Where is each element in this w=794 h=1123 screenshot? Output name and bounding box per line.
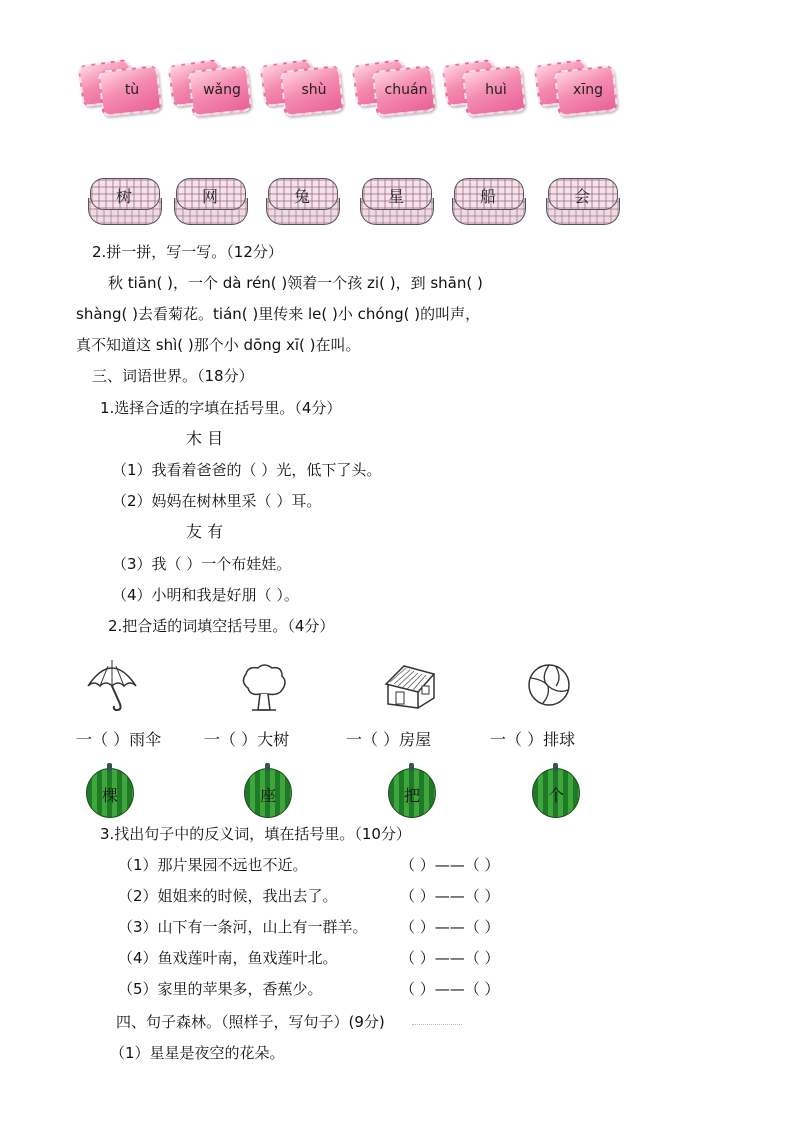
blank-volleyball: 一（ ）排球 — [490, 730, 576, 749]
s3-q1-heading: 1.选择合适的字填在括号里。（4分） — [100, 399, 342, 417]
s4-item-1: （1）星星是夜空的花朵。 — [110, 1044, 285, 1062]
s3-q2-heading: 2.把合适的词填空括号里。（4分） — [108, 617, 335, 635]
char-card: 树 — [88, 176, 162, 228]
blank-tree: 一（ ）大树 — [204, 730, 290, 749]
q3-answer-2: （ ）——（ ） — [400, 887, 500, 905]
s3-q1-options-a: 木 目 — [186, 429, 224, 448]
pinyin-card: tù — [80, 62, 160, 118]
q3-answer-4: （ ）——（ ） — [400, 949, 500, 967]
q2-line-1: 秋 tiān( )，一个 dà rén( )领着一个孩 zi( )，到 shān( ) — [108, 274, 483, 292]
section-4-heading: 四、句子森林。（照样子，写句子）(9分) — [116, 1013, 385, 1031]
house-icon — [382, 662, 440, 712]
pinyin-card: shù — [262, 62, 342, 118]
q2-heading: 2.拼一拼，写一写。（12分） — [92, 243, 283, 261]
watermelon-icon: 个 — [532, 768, 580, 818]
pinyin-card: chuán — [354, 62, 434, 118]
q3-sentence-1: （1）那片果园不远也不近。 — [118, 856, 308, 874]
char-card: 星 — [360, 176, 434, 228]
umbrella-icon — [84, 656, 140, 714]
char-card: 船 — [452, 176, 526, 228]
q2-line-2: shàng( )去看菊花。tián( )里传来 le( )小 chóng( )的叫声， — [76, 305, 481, 323]
section-3-heading: 三、词语世界。（18分） — [92, 367, 254, 385]
char-card: 网 — [174, 176, 248, 228]
s3-q3-heading: 3.找出句子中的反义词，填在括号里。（10分） — [100, 825, 411, 843]
pinyin-card: xīng — [536, 62, 616, 118]
blank-umbrella: 一（ ）雨伞 — [76, 730, 162, 749]
divider — [412, 1024, 462, 1025]
q3-answer-3: （ ）——（ ） — [400, 918, 500, 936]
s3-q1-item-3: （3）我（ ）一个布娃娃。 — [112, 555, 292, 573]
q3-answer-5: （ ）——（ ） — [400, 980, 500, 998]
s3-q1-item-1: （1）我看着爸爸的（ ）光，低下了头。 — [112, 461, 382, 479]
q2-line-3: 真不知道这 shì( )那个小 dōng xī( )在叫。 — [76, 336, 361, 354]
q3-answer-1: （ ）——（ ） — [400, 856, 500, 874]
watermelon-icon: 把 — [388, 768, 436, 818]
q3-sentence-5: （5）家里的苹果多，香蕉少。 — [118, 980, 323, 998]
char-card: 会 — [546, 176, 620, 228]
q3-sentence-3: （3）山下有一条河，山上有一群羊。 — [118, 918, 368, 936]
pinyin-card: huì — [444, 62, 524, 118]
q3-sentence-4: （4）鱼戏莲叶南，鱼戏莲叶北。 — [118, 949, 338, 967]
s3-q1-options-b: 友 有 — [186, 522, 224, 541]
blank-house: 一（ ）房屋 — [346, 730, 432, 749]
watermelon-icon: 棵 — [86, 768, 134, 818]
q3-sentence-2: （2）姐姐来的时候，我出去了。 — [118, 887, 338, 905]
char-card: 兔 — [266, 176, 340, 228]
pinyin-card: wǎng — [170, 62, 250, 118]
volleyball-icon — [526, 662, 572, 708]
s3-q1-item-4: （4）小明和我是好朋（ ）。 — [112, 586, 299, 604]
watermelon-icon: 座 — [244, 768, 292, 818]
tree-icon — [238, 662, 290, 714]
s3-q1-item-2: （2）妈妈在树林里采（ ）耳。 — [112, 492, 322, 510]
